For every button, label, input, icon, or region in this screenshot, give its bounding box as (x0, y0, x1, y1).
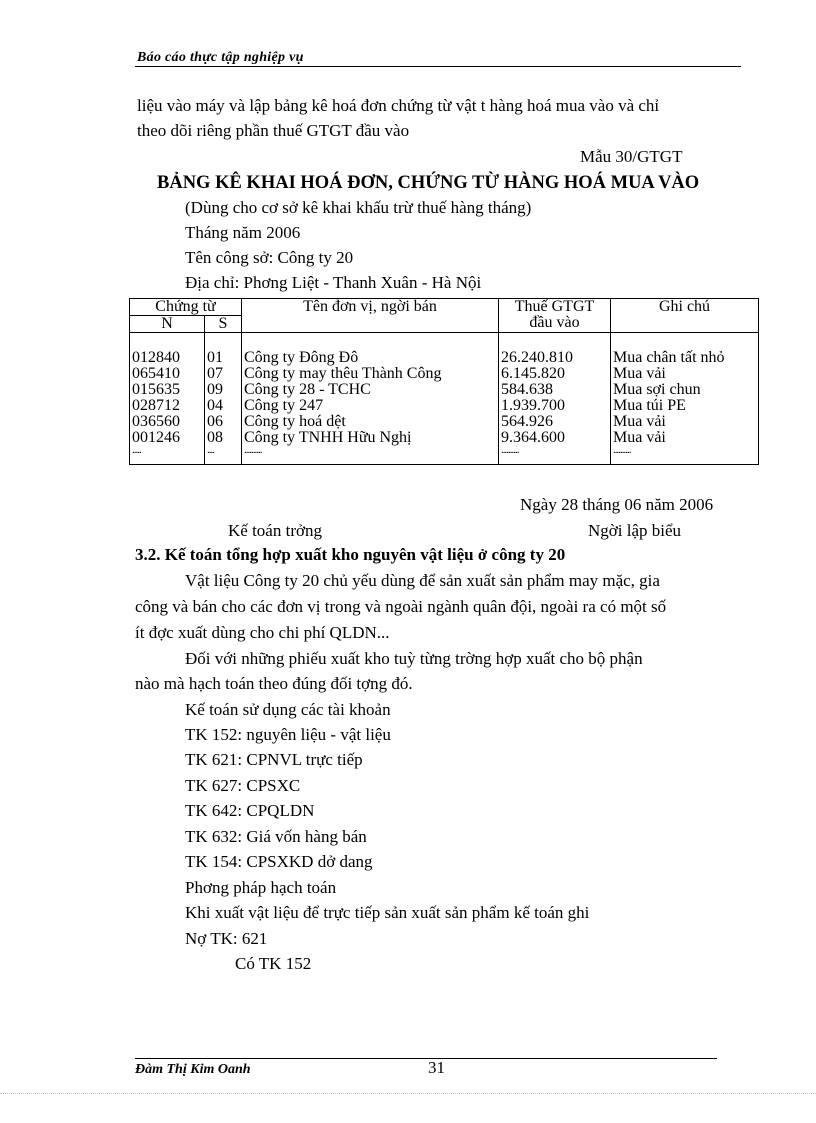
cell-ellipsis: ..... (132, 444, 141, 456)
form-period: Tháng năm 2006 (185, 223, 301, 242)
cell-ellipsis: .......... (501, 444, 519, 456)
cell-note: Mua vải (613, 365, 666, 382)
col-voucher-n (130, 333, 205, 465)
col-voucher-s (205, 333, 242, 465)
page-number: 31 (428, 1058, 445, 1077)
header-voucher-s: S (205, 316, 242, 333)
header-voucher-n: N (130, 316, 205, 333)
account-item: TK 642: CPQLDN (185, 801, 315, 820)
entry-description: Khi xuất vật liệu để trực tiếp sản xuất sản phẩm kế toán ghi (185, 903, 590, 922)
form-address: Địa chỉ: Phơng Liệt - Thanh Xuân - Hà Nội (185, 273, 482, 292)
cell-ellipsis: .......... (613, 444, 631, 456)
col-note (611, 333, 759, 465)
cell-seller: Công ty 28 - TCHC (244, 381, 371, 398)
cell-s: 09 (207, 381, 223, 398)
accounts-intro: Kế toán sử dụng các tài khoản (185, 700, 391, 719)
cell-ellipsis: .......... (244, 444, 262, 456)
cell-vat: 1.939.700 (501, 397, 565, 414)
header-rule (135, 66, 741, 67)
para1-line1: Vật liệu Công ty 20 chủ yếu dùng để sản xuất sản phẩm may mặc, gia (185, 571, 660, 590)
cell-note: Mua túi PE (613, 397, 686, 414)
cell-seller: Công ty Đông Đô (244, 349, 359, 366)
account-item: TK 627: CPSXC (185, 776, 301, 795)
cell-n: 012840 (132, 349, 180, 366)
cell-s: 01 (207, 349, 223, 366)
form-company: Tên công sở: Công ty 20 (185, 248, 354, 267)
cell-vat: 9.364.600 (501, 429, 565, 446)
cell-note: Mua chân tất nhỏ (613, 349, 725, 366)
page-bottom-divider (0, 1093, 816, 1094)
account-item: TK 152: nguyên liệu - vật liệu (185, 725, 391, 744)
debit-entry: Nợ TK: 621 (185, 929, 268, 948)
signature-accountant: Kế toán trởng (228, 521, 322, 540)
cell-n: 065410 (132, 365, 180, 382)
cell-note: Mua vải (613, 413, 666, 430)
intro-line-1: liệu vào máy và lập bảng kê hoá đơn chứng từ vật t hàng hoá mua vào và chỉ (137, 96, 660, 115)
cell-s: 04 (207, 397, 223, 414)
table-header-row (130, 299, 759, 316)
footer-author: Đàm Thị Kim Oanh (135, 1062, 251, 1077)
method-label: Phơng pháp hạch toán (185, 878, 337, 897)
col-seller (242, 333, 499, 465)
cell-seller: Công ty 247 (244, 397, 324, 414)
cell-note: Mua vải (613, 429, 666, 446)
account-item: TK 632: Giá vốn hàng bán (185, 827, 367, 846)
cell-vat: 564.926 (501, 413, 553, 430)
table-body-row (130, 333, 759, 465)
header-vat (499, 299, 611, 333)
signature-date: Ngày 28 tháng 06 năm 2006 (520, 495, 714, 514)
cell-n: 036560 (132, 413, 180, 430)
cell-ellipsis: .... (207, 444, 214, 456)
account-item: TK 621: CPNVL trực tiếp (185, 750, 363, 769)
cell-note: Mua sợi chun (613, 381, 701, 398)
invoice-ledger-table (129, 298, 759, 465)
form-title: BẢNG KÊ KHAI HOÁ ĐƠN, CHỨNG TỪ HÀNG HOÁ MUA VÀO (157, 173, 700, 193)
cell-n: 015635 (132, 381, 180, 398)
intro-line-2: theo dõi riêng phần thuế GTGT đầu vào (137, 121, 410, 140)
header-vat-line2: đầu vào (529, 314, 580, 331)
cell-vat: 6.145.820 (501, 365, 565, 382)
cell-seller: Công ty TNHH Hữu Nghị (244, 429, 412, 446)
cell-seller: Công ty hoá dệt (244, 413, 346, 430)
form-template-code: Mẫu 30/GTGT (580, 147, 683, 166)
cell-vat: 26.240.810 (501, 349, 573, 366)
cell-n: 028712 (132, 397, 180, 414)
cell-n: 001246 (132, 429, 180, 446)
header-note: Ghi chú (611, 299, 759, 333)
section-heading: 3.2. Kế toán tổng hợp xuất kho nguyên vật liệu ở công ty 20 (135, 545, 566, 564)
footer-rule (135, 1058, 717, 1059)
form-usage-note: (Dùng cho cơ sở kê khai khấu trừ thuế hàng tháng) (185, 198, 532, 217)
header-voucher: Chứng từ (130, 299, 242, 316)
header-seller: Tên đơn vị, ngời bán (242, 299, 499, 333)
col-vat (499, 333, 611, 465)
para2-line1: Đối với những phiếu xuất kho tuỳ từng trờng hợp xuất cho bộ phận (185, 649, 643, 668)
signature-preparer: Ngời lập biểu (588, 521, 682, 540)
cell-seller: Công ty may thêu Thành Công (244, 365, 442, 382)
header-vat-line1: Thuế GTGT (514, 298, 595, 315)
para2-line2: nào mà hạch toán theo đúng đối tợng đó. (135, 674, 413, 693)
para1-line2: công và bán cho các đơn vị trong và ngoài ngành quân đội, ngoài ra có một số (135, 597, 667, 616)
account-item: TK 154: CPSXKD dở dang (185, 852, 373, 871)
cell-s: 08 (207, 429, 223, 446)
cell-vat: 584.638 (501, 381, 553, 398)
cell-s: 06 (207, 413, 223, 430)
para1-line3: ít đợc xuất dùng cho chi phí QLDN... (135, 623, 390, 642)
cell-s: 07 (207, 365, 223, 382)
credit-entry: Có TK 152 (235, 954, 312, 973)
running-header: Báo cáo thực tập nghiệp vụ (137, 50, 304, 65)
